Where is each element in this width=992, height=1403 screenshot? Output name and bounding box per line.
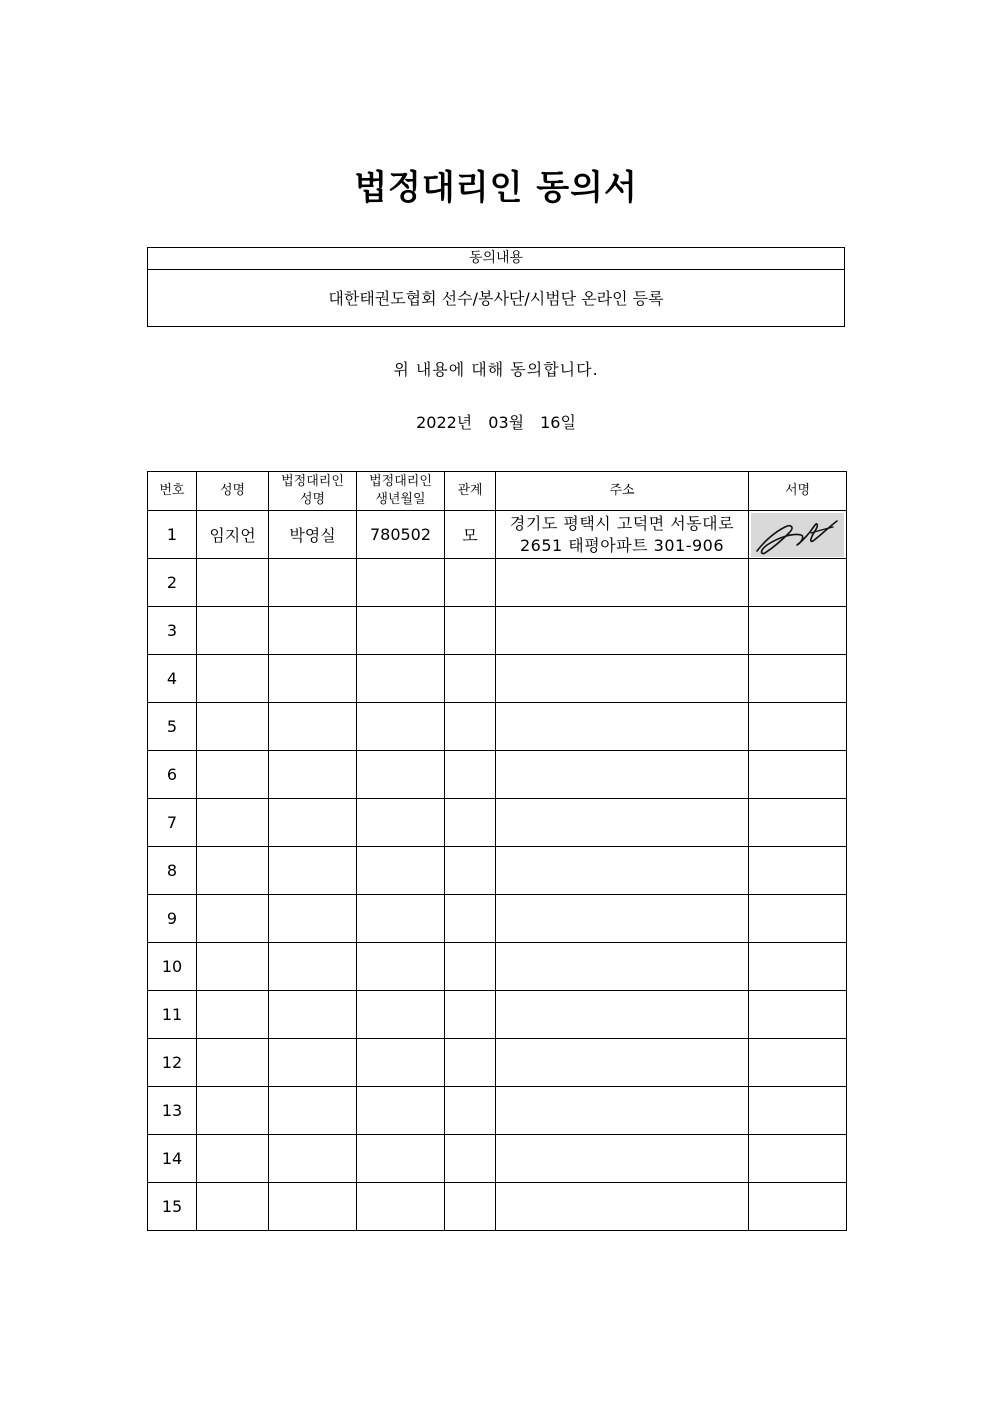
cell-number: 15 <box>148 1183 197 1231</box>
cell-name <box>197 943 269 991</box>
cell-guardian-birth <box>357 1135 445 1183</box>
cell-number: 2 <box>148 559 197 607</box>
cell-address <box>496 751 749 799</box>
cell-name <box>197 607 269 655</box>
cell-number: 8 <box>148 847 197 895</box>
address-line2: 2651 태평아파트 301-906 <box>519 535 725 555</box>
cell-relation <box>445 751 496 799</box>
consent-box <box>147 247 845 327</box>
handwritten-signature <box>751 513 844 557</box>
cell-guardian-birth <box>357 1039 445 1087</box>
cell-address <box>496 511 749 559</box>
cell-signature <box>749 703 847 751</box>
cell-guardian-name <box>269 751 357 799</box>
cell-signature <box>749 607 847 655</box>
consent-heading: 동의내용 <box>148 248 844 270</box>
cell-number: 7 <box>148 799 197 847</box>
cell-guardian-name <box>269 847 357 895</box>
cell-number: 14 <box>148 1135 197 1183</box>
header-signature: 서명 <box>749 472 847 511</box>
table-row <box>148 751 847 799</box>
cell-guardian-name <box>269 607 357 655</box>
cell-address <box>496 1135 749 1183</box>
cell-guardian-birth <box>357 1087 445 1135</box>
cell-name <box>197 655 269 703</box>
date-month: 03월 <box>488 413 525 432</box>
cell-signature <box>749 847 847 895</box>
date-year: 2022년 <box>416 413 473 432</box>
header-guardian-birth-line2: 생년월일 <box>375 492 426 507</box>
cell-number: 10 <box>148 943 197 991</box>
table-row <box>148 895 847 943</box>
cell-relation <box>445 1135 496 1183</box>
table-row <box>148 847 847 895</box>
cell-guardian-birth <box>357 991 445 1039</box>
cell-signature <box>749 1183 847 1231</box>
cell-number: 6 <box>148 751 197 799</box>
cell-guardian-birth: 780502 <box>357 511 445 559</box>
table-row <box>148 559 847 607</box>
cell-guardian-birth <box>357 799 445 847</box>
cell-guardian-birth <box>357 1183 445 1231</box>
cell-signature <box>749 943 847 991</box>
cell-address <box>496 799 749 847</box>
cell-relation <box>445 895 496 943</box>
cell-signature <box>749 1135 847 1183</box>
cell-guardian-name <box>269 991 357 1039</box>
cell-name <box>197 751 269 799</box>
cell-address <box>496 1087 749 1135</box>
table-row <box>148 1183 847 1231</box>
cell-name <box>197 559 269 607</box>
cell-number: 5 <box>148 703 197 751</box>
header-relation: 관계 <box>445 472 496 511</box>
cell-address <box>496 943 749 991</box>
cell-number: 1 <box>148 511 197 559</box>
cell-address <box>496 559 749 607</box>
cell-name <box>197 1135 269 1183</box>
cell-guardian-name <box>269 655 357 703</box>
cell-guardian-name <box>269 943 357 991</box>
cell-guardian-name <box>269 799 357 847</box>
header-guardian-birth <box>357 472 445 511</box>
cell-guardian-name <box>269 1087 357 1135</box>
cell-address <box>496 847 749 895</box>
guardian-consent-table <box>147 471 847 1231</box>
table-row <box>148 1087 847 1135</box>
cell-guardian-birth <box>357 943 445 991</box>
cell-address <box>496 1183 749 1231</box>
cell-guardian-birth <box>357 559 445 607</box>
cell-guardian-birth <box>357 847 445 895</box>
cell-relation <box>445 655 496 703</box>
cell-signature <box>749 1039 847 1087</box>
table-row <box>148 655 847 703</box>
cell-signature <box>749 799 847 847</box>
cell-guardian-birth <box>357 607 445 655</box>
cell-relation <box>445 799 496 847</box>
table-row <box>148 607 847 655</box>
table-row <box>148 799 847 847</box>
cell-signature <box>749 895 847 943</box>
table-header-row <box>148 472 847 511</box>
cell-name <box>197 703 269 751</box>
cell-signature <box>749 991 847 1039</box>
address-line1: 경기도 평택시 고덕면 서동대로 <box>509 513 735 533</box>
cell-relation: 모 <box>445 511 496 559</box>
cell-signature <box>749 655 847 703</box>
cell-name <box>197 991 269 1039</box>
table-row <box>148 1039 847 1087</box>
cell-guardian-name <box>269 1183 357 1231</box>
cell-signature <box>749 1087 847 1135</box>
table-row <box>148 511 847 559</box>
cell-name: 임지언 <box>197 511 269 559</box>
cell-relation <box>445 991 496 1039</box>
cell-signature <box>749 559 847 607</box>
table-row <box>148 703 847 751</box>
cell-relation <box>445 847 496 895</box>
signing-date <box>0 410 992 433</box>
cell-guardian-birth <box>357 703 445 751</box>
cell-guardian-birth <box>357 895 445 943</box>
cell-guardian-birth <box>357 751 445 799</box>
header-guardian-name-line1: 법정대리인 <box>281 474 344 489</box>
cell-name <box>197 1039 269 1087</box>
cell-guardian-name <box>269 1039 357 1087</box>
cell-relation <box>445 703 496 751</box>
cell-name <box>197 1087 269 1135</box>
cell-number: 3 <box>148 607 197 655</box>
cell-guardian-name <box>269 703 357 751</box>
cell-relation <box>445 943 496 991</box>
header-number: 번호 <box>148 472 197 511</box>
cell-guardian-birth <box>357 655 445 703</box>
cell-name <box>197 847 269 895</box>
table-row <box>148 1135 847 1183</box>
cell-address <box>496 607 749 655</box>
cell-address <box>496 895 749 943</box>
cell-number: 13 <box>148 1087 197 1135</box>
cell-relation <box>445 1183 496 1231</box>
header-guardian-birth-line1: 법정대리인 <box>369 474 432 489</box>
cell-guardian-name <box>269 895 357 943</box>
cell-name <box>197 895 269 943</box>
consent-content: 대한태권도협회 선수/봉사단/시범단 온라인 등록 <box>328 289 664 308</box>
cell-name <box>197 799 269 847</box>
agreement-statement: 위 내용에 대해 동의합니다. <box>393 360 599 379</box>
cell-guardian-name: 박영실 <box>269 511 357 559</box>
header-guardian-name-line2: 성명 <box>299 492 326 507</box>
cell-number: 9 <box>148 895 197 943</box>
cell-signature <box>749 511 847 559</box>
cell-guardian-name <box>269 559 357 607</box>
document-title: 법정대리인 동의서 <box>354 168 638 208</box>
cell-number: 4 <box>148 655 197 703</box>
cell-address <box>496 1039 749 1087</box>
cell-relation <box>445 1039 496 1087</box>
cell-guardian-name <box>269 1135 357 1183</box>
table-row <box>148 991 847 1039</box>
cell-address <box>496 703 749 751</box>
cell-name <box>197 1183 269 1231</box>
cell-number: 12 <box>148 1039 197 1087</box>
cell-address <box>496 991 749 1039</box>
cell-number: 11 <box>148 991 197 1039</box>
cell-relation <box>445 559 496 607</box>
cell-address <box>496 655 749 703</box>
table-row <box>148 943 847 991</box>
cell-signature <box>749 751 847 799</box>
header-address: 주소 <box>496 472 749 511</box>
header-guardian-name <box>269 472 357 511</box>
date-day: 16일 <box>540 413 576 432</box>
cell-relation <box>445 1087 496 1135</box>
cell-relation <box>445 607 496 655</box>
header-name: 성명 <box>197 472 269 511</box>
